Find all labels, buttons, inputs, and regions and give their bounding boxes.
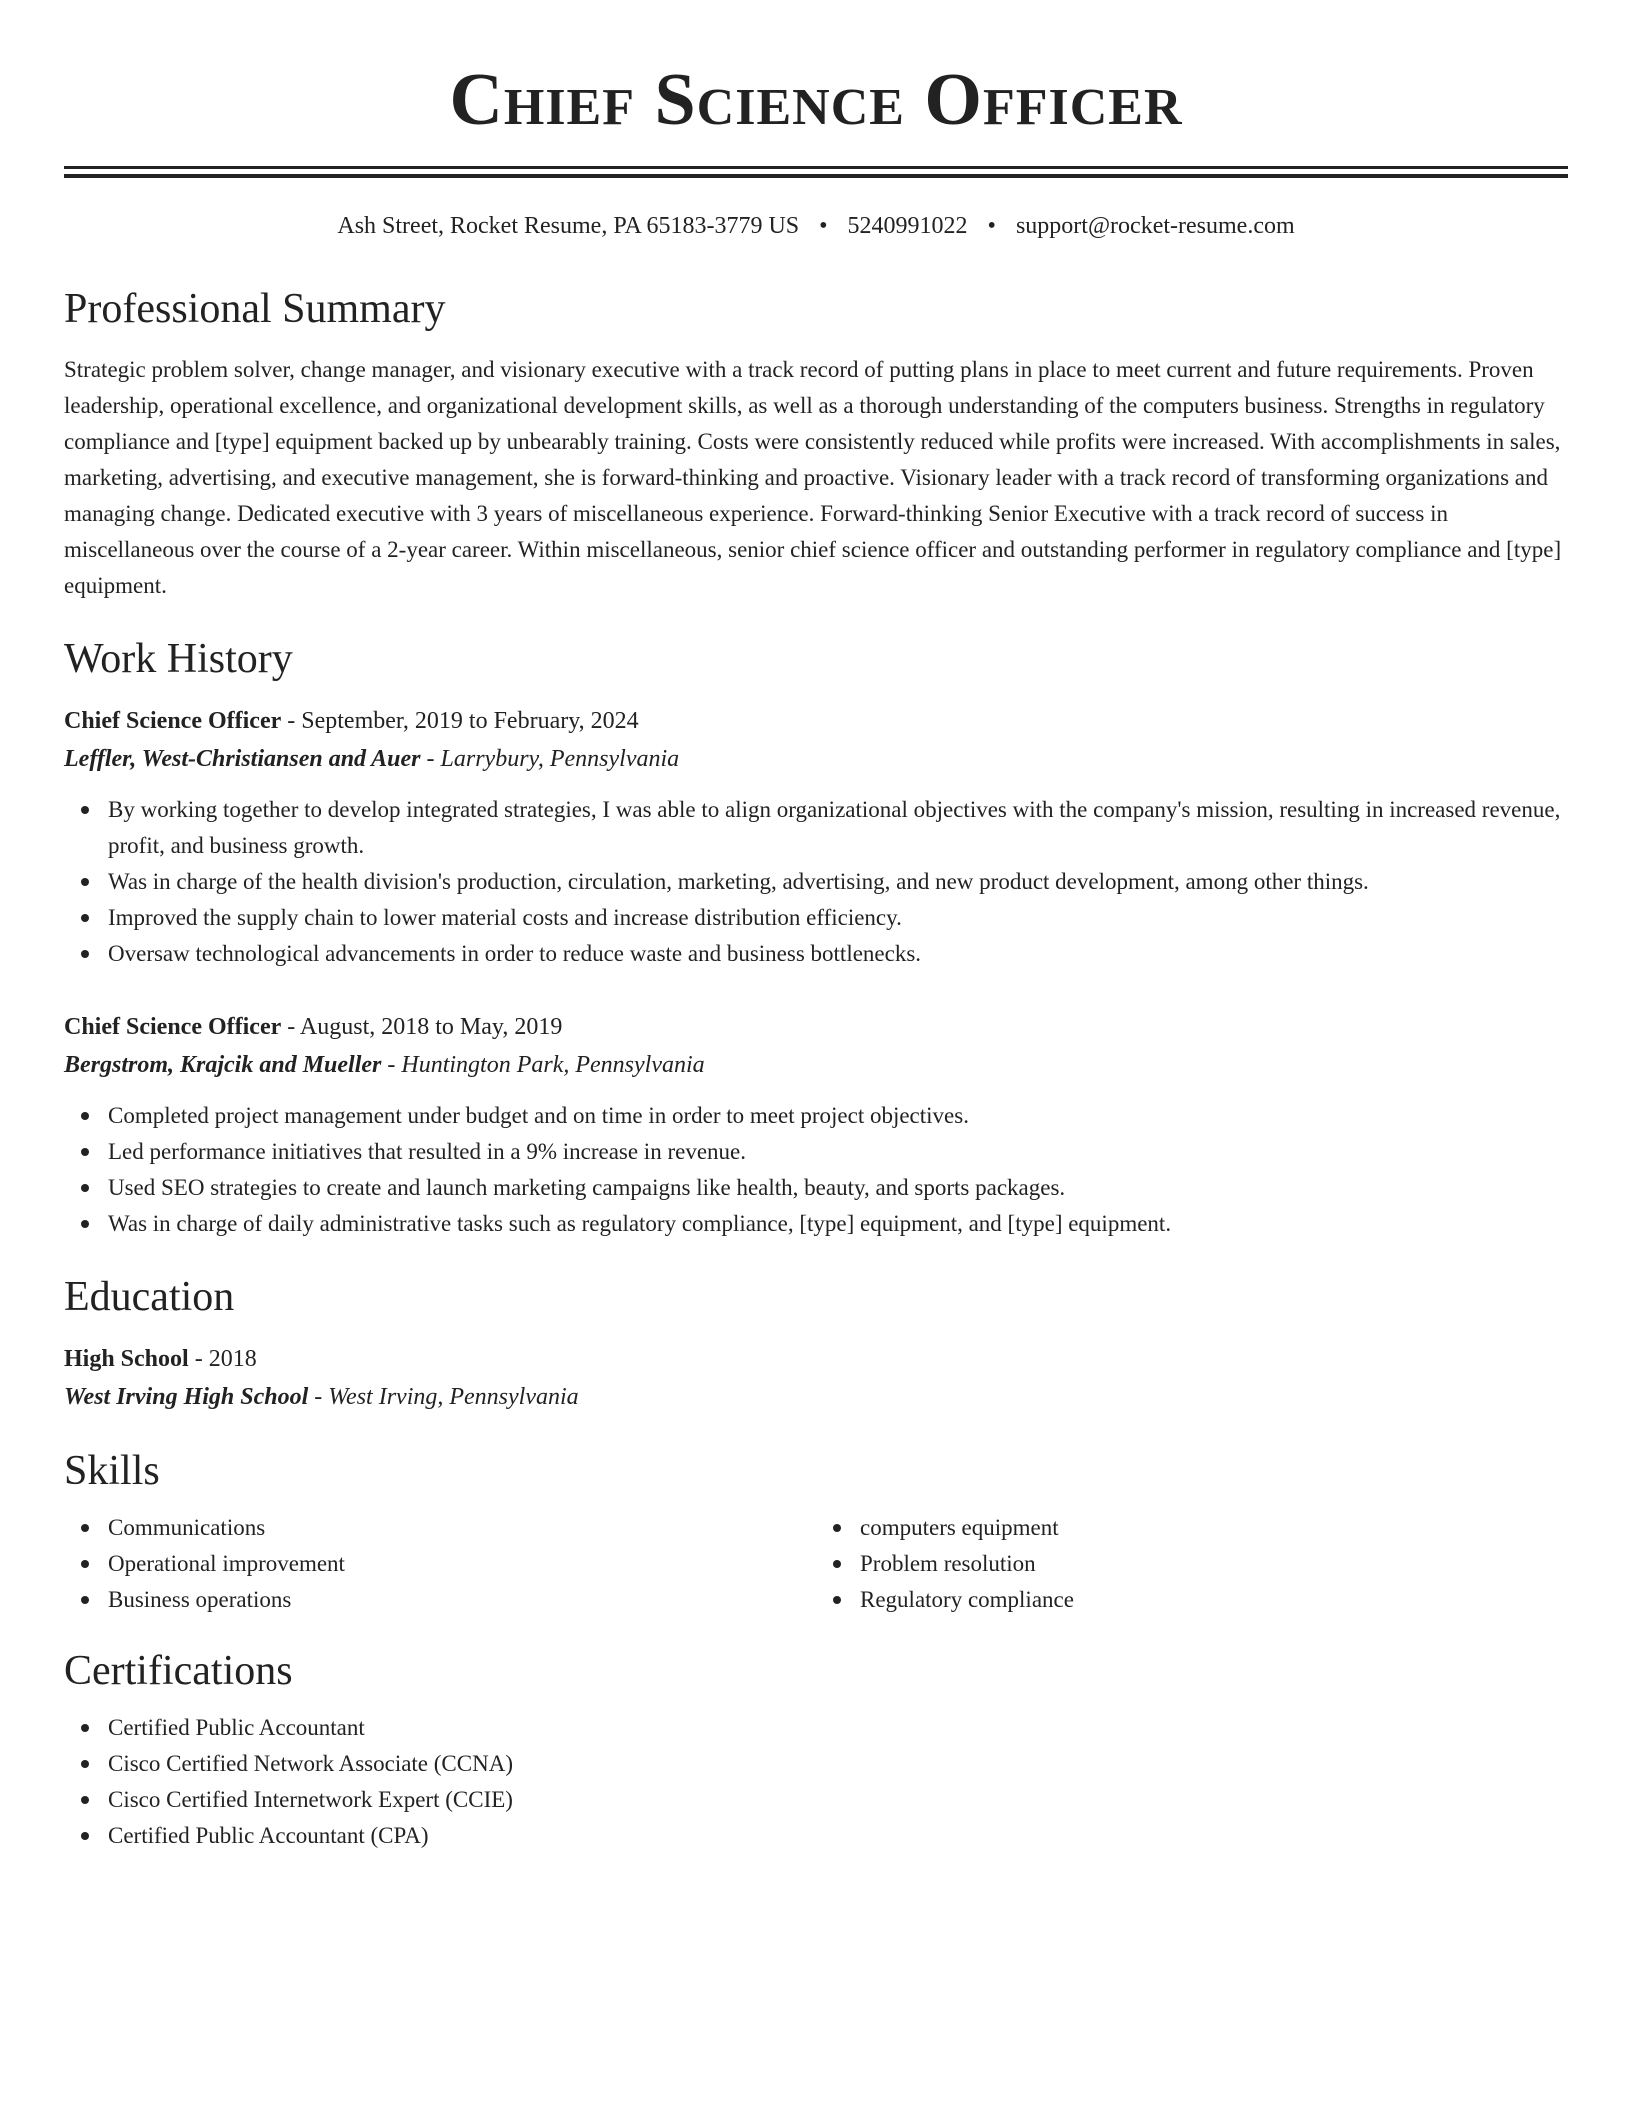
skill-item: Regulatory compliance — [816, 1582, 1568, 1618]
certification-item: Certified Public Accountant (CPA) — [64, 1818, 1568, 1854]
contact-line — [64, 210, 1568, 242]
job-entry — [64, 1008, 1568, 1242]
job-employer: Bergstrom, Krajcik and Mueller — [64, 1052, 382, 1078]
job-title-line — [64, 702, 1568, 740]
resume-name: Chief Science Officer — [449, 59, 1183, 141]
skill-item: Communications — [64, 1510, 816, 1546]
section-title-education: Education — [64, 1274, 235, 1320]
contact-email: support@rocket-resume.com — [1015, 213, 1295, 239]
section-title-skills: Skills — [64, 1448, 160, 1494]
job-employer: Leffler, West-Christiansen and Auer — [64, 746, 421, 772]
job-bullet: Led performance initiatives that resulted in a 9% increase in revenue. — [64, 1134, 1568, 1170]
certification-item: Certified Public Accountant — [64, 1710, 1568, 1746]
skills-column-left — [64, 1510, 816, 1618]
job-location: - Larrybury, Pennsylvania — [420, 746, 680, 772]
certification-item: Cisco Certified Internetwork Expert (CCIE) — [64, 1782, 1568, 1818]
job-bullet: Completed project management under budget and on time in order to meet project objectives. — [64, 1098, 1568, 1134]
skill-item: computers equipment — [816, 1510, 1568, 1546]
job-title-line — [64, 1008, 1568, 1046]
section-title-certifications: Certifications — [64, 1648, 293, 1694]
job-bullet: Was in charge of daily administrative tasks such as regulatory compliance, [type] equipment, and [type] equipment. — [64, 1206, 1568, 1242]
skills-column-right — [816, 1510, 1568, 1618]
education-entry — [64, 1340, 1568, 1416]
job-location: - Huntington Park, Pennsylvania — [381, 1052, 705, 1078]
certifications-list — [64, 1710, 1568, 1854]
contact-address: Ash Street, Rocket Resume, PA 65183-3779 US — [337, 213, 800, 239]
job-bullet: Was in charge of the health division's production, circulation, marketing, advertising, and new product development, among other things. — [64, 864, 1568, 900]
education-year: - 2018 — [188, 1346, 257, 1372]
section-title-work-history: Work History — [64, 636, 293, 682]
education-school: West Irving High School — [64, 1384, 309, 1410]
job-employer-line — [64, 740, 1568, 778]
job-entry — [64, 702, 1568, 972]
education-location: - West Irving, Pennsylvania — [308, 1384, 579, 1410]
job-bullet: By working together to develop integrated strategies, I was able to align organizational objectives with the company's mission, resulting in increased revenue, profit, and business growth. — [64, 792, 1568, 864]
job-dates: - September, 2019 to February, 2024 — [281, 708, 639, 734]
job-bullet: Improved the supply chain to lower material costs and increase distribution efficiency. — [64, 900, 1568, 936]
contact-separator: • — [987, 213, 996, 239]
job-bullets — [64, 792, 1568, 972]
contact-phone: 5240991022 — [847, 213, 968, 239]
education-degree-line — [64, 1340, 1568, 1378]
education-school-line — [64, 1378, 1568, 1416]
contact-separator: • — [819, 213, 828, 239]
job-bullets — [64, 1098, 1568, 1242]
skill-item: Business operations — [64, 1582, 816, 1618]
skills-grid — [64, 1510, 1568, 1618]
job-position: Chief Science Officer — [64, 1014, 282, 1040]
education-degree: High School — [64, 1346, 189, 1372]
certification-item: Cisco Certified Network Associate (CCNA) — [64, 1746, 1568, 1782]
job-dates: - August, 2018 to May, 2019 — [281, 1014, 563, 1040]
header-rule-top — [64, 166, 1568, 169]
job-employer-line — [64, 1046, 1568, 1084]
section-title-summary: Professional Summary — [64, 286, 446, 332]
job-bullet: Oversaw technological advancements in order to reduce waste and business bottlenecks. — [64, 936, 1568, 972]
header-rule-bottom — [64, 174, 1568, 178]
job-position: Chief Science Officer — [64, 708, 282, 734]
job-bullet: Used SEO strategies to create and launch marketing campaigns like health, beauty, and sports packages. — [64, 1170, 1568, 1206]
summary-text: Strategic problem solver, change manager, and visionary executive with a track record of putting plans in place to meet current and future requirements. Proven leadership, operational excellence, and organizational development skills, as well as a thorough understanding of the computers business. Strengths in regulatory compliance and [type] equipment backed up by unbearably training. Costs were consistently reduced while profits were increased. With accomplishments in sales, marketing, advertising, and executive management, she is forward-thinking and proactive. Visionary leader with a track record of transforming organizations and managing change. Dedicated executive with 3 years of miscellaneous experience. Forward-thinking Senior Executive with a track record of success in miscellaneous over the course of a 2-year career. Within miscellaneous, senior chief science officer and outstanding performer in regulatory compliance and [type] equipment. — [64, 357, 1562, 598]
skill-item: Operational improvement — [64, 1546, 816, 1582]
skill-item: Problem resolution — [816, 1546, 1568, 1582]
